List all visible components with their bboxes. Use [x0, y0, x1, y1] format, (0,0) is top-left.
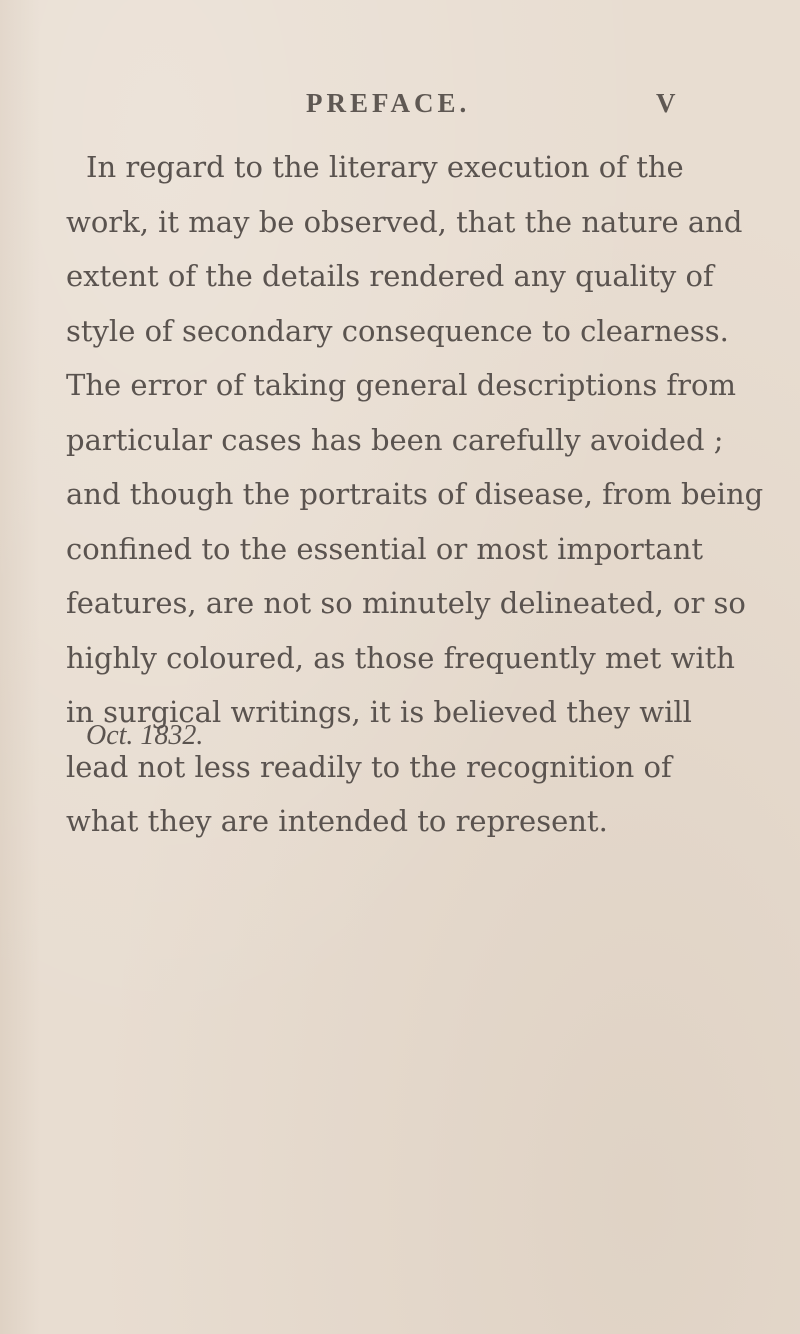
text-line: In regard to the literary execution of the	[86, 150, 684, 184]
text-line: features, are not so minutely delineated, or so	[66, 586, 746, 620]
text-line: work, it may be observed, that the nature and	[66, 204, 743, 239]
running-head	[0, 88, 800, 124]
text-line: what they are intended to represent.	[66, 804, 608, 838]
text-line: The error of taking general descriptions from	[66, 368, 736, 402]
text-line: lead not less readily to the recognition of	[66, 749, 672, 784]
date-signature: Oct. 1832.	[86, 720, 204, 751]
text-line: and though the portraits of disease, from being	[66, 477, 764, 511]
text-line: confined to the essential or most important	[66, 531, 704, 566]
text-line: style of secondary consequence to clearness.	[66, 313, 729, 348]
running-title: PREFACE.	[306, 88, 471, 118]
text-line: extent of the details rendered any quality of	[66, 259, 714, 293]
text-line: highly coloured, as those frequently met with	[66, 640, 735, 675]
page-number: V	[656, 88, 676, 118]
text-line: particular cases has been carefully avoided ;	[66, 422, 724, 457]
text-line: in surgical writings, it is believed they will	[66, 695, 692, 729]
